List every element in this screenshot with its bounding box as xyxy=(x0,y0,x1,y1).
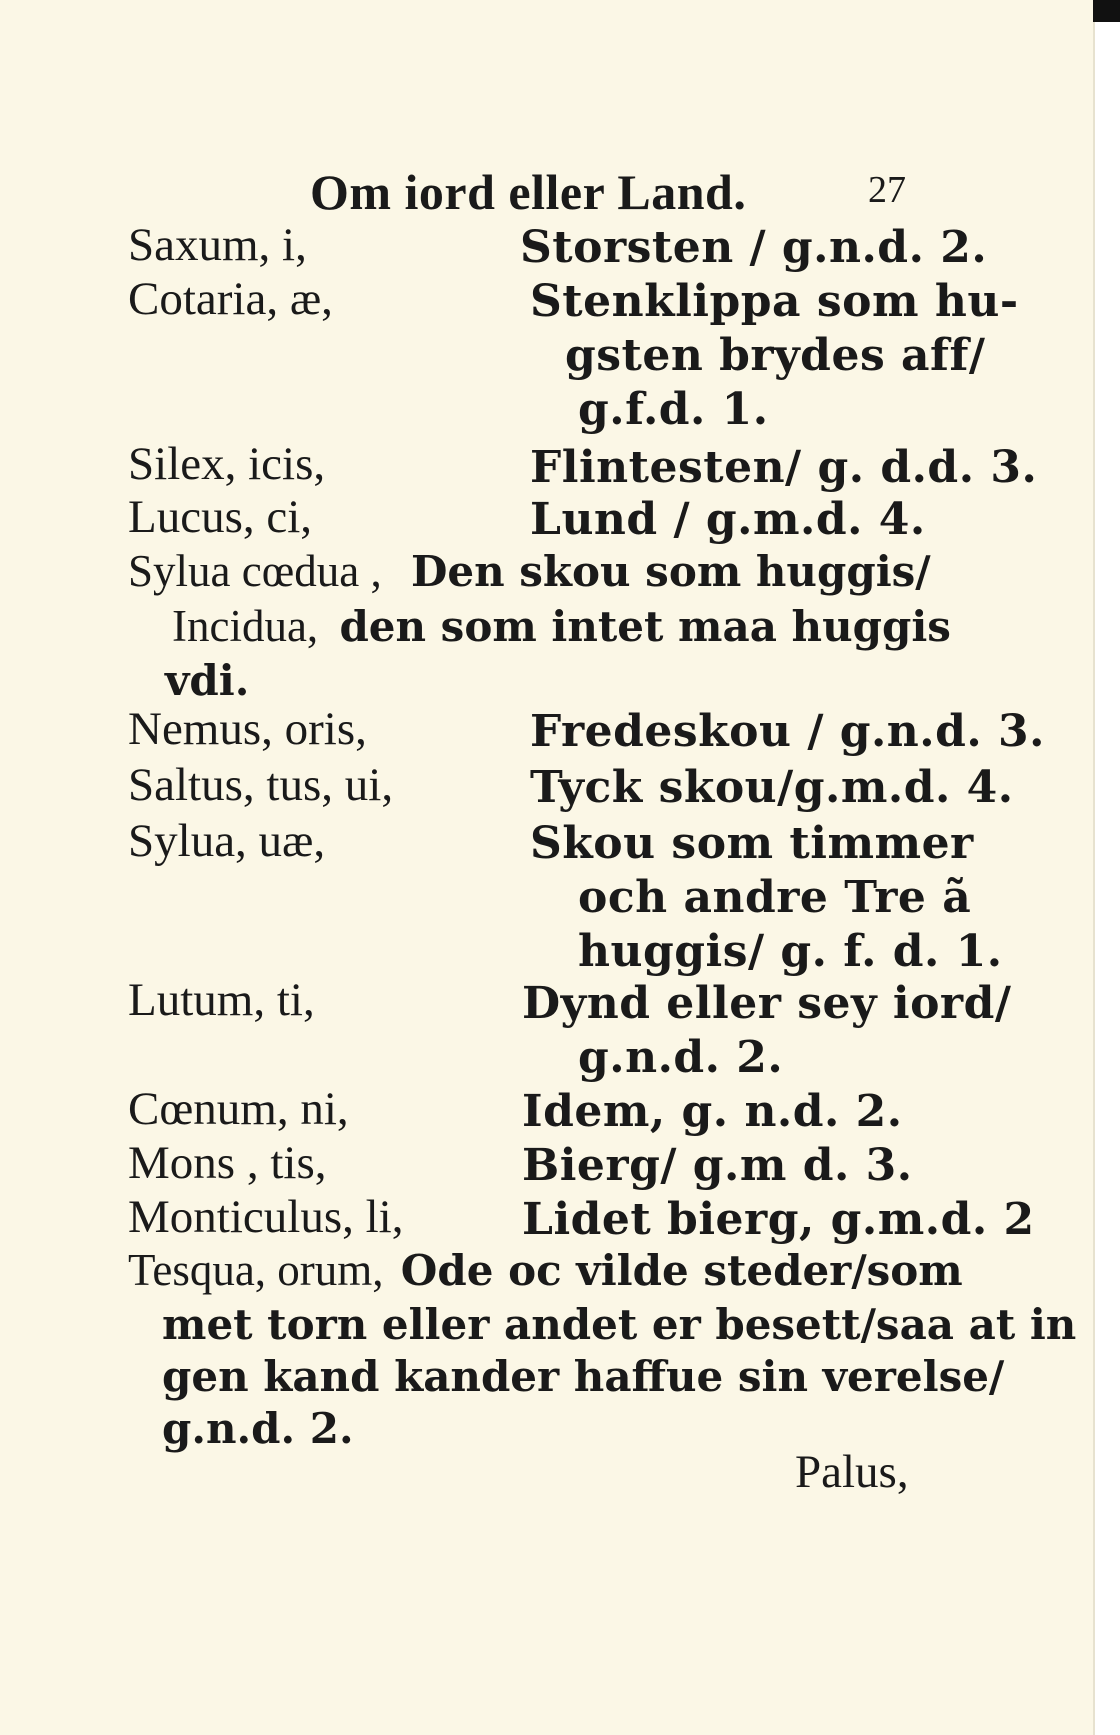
swedish-gloss: g.n.d. 2. xyxy=(578,1032,784,1083)
text-line xyxy=(162,1298,1076,1350)
latin-term: Saltus, tus, ui, xyxy=(128,759,394,811)
swedish-gloss: Idem, g. n.d. 2. xyxy=(522,1086,903,1137)
latin-term: Lucus, ci, xyxy=(128,491,313,543)
swedish-gloss: vdi. xyxy=(165,656,250,705)
latin-term: Mons , tis, xyxy=(128,1137,327,1189)
text-line xyxy=(165,654,249,706)
latin-term: Sylua, uæ, xyxy=(128,815,326,867)
swedish-gloss: och andre Tre ã xyxy=(578,872,972,923)
text-line xyxy=(172,600,951,652)
swedish-gloss: Tyck skou/g.m.d. 4. xyxy=(530,762,1014,813)
swedish-gloss: g.n.d. 2. xyxy=(162,1404,354,1453)
latin-term: Saxum, i, xyxy=(128,219,307,271)
text-line xyxy=(128,1244,963,1296)
swedish-gloss: Lidet bierg, g.m.d. 2 xyxy=(522,1194,1035,1245)
text-line xyxy=(162,1350,1004,1402)
latin-term: Nemus, oris, xyxy=(128,703,367,755)
swedish-gloss: den som intet maa huggis xyxy=(339,602,951,651)
latin-term: Monticulus, li, xyxy=(128,1191,404,1243)
latin-term: Silex, icis, xyxy=(128,438,326,490)
swedish-gloss: Den skou som huggis/ xyxy=(410,547,931,596)
text-line xyxy=(128,545,931,597)
swedish-gloss: Fredeskou / g.n.d. 3. xyxy=(530,706,1045,757)
catchword: Palus, xyxy=(795,1446,909,1498)
page-number: 27 xyxy=(868,169,906,211)
swedish-gloss: gen kand kander haffue sin verelse/ xyxy=(162,1352,1005,1401)
latin-term: Sylua cœdua , xyxy=(128,546,382,596)
swedish-gloss: Bierg/ g.m d. 3. xyxy=(522,1140,913,1191)
swedish-gloss: huggis/ g. f. d. 1. xyxy=(578,926,1003,977)
swedish-gloss: Ode oc vilde steder/som xyxy=(400,1246,963,1295)
swedish-gloss: Flintesten/ g. d.d. 3. xyxy=(530,442,1038,493)
latin-term: Cœnum, ni, xyxy=(128,1083,349,1135)
swedish-gloss: Storsten / g.n.d. 2. xyxy=(520,222,988,273)
scan-edge-mark xyxy=(1093,0,1120,22)
latin-term: Incidua, xyxy=(172,601,319,651)
swedish-gloss: Dynd eller sey iord/ xyxy=(522,978,1012,1029)
swedish-gloss: gsten brydes aff/ xyxy=(565,330,986,381)
page-edge xyxy=(1093,0,1095,1735)
running-head: Om iord eller Land. xyxy=(310,164,747,220)
swedish-gloss: g.f.d. 1. xyxy=(578,384,769,435)
latin-term: Tesqua, orum, xyxy=(128,1245,384,1295)
latin-term: Lutum, ti, xyxy=(128,974,315,1026)
text-line xyxy=(162,1402,354,1454)
swedish-gloss: Stenklippa som hu- xyxy=(530,276,1019,327)
swedish-gloss: Lund / g.m.d. 4. xyxy=(530,494,926,545)
swedish-gloss: met torn eller andet er besett/saa at in xyxy=(162,1300,1077,1349)
swedish-gloss: Skou som timmer xyxy=(530,818,974,869)
latin-term: Cotaria, æ, xyxy=(128,273,333,325)
